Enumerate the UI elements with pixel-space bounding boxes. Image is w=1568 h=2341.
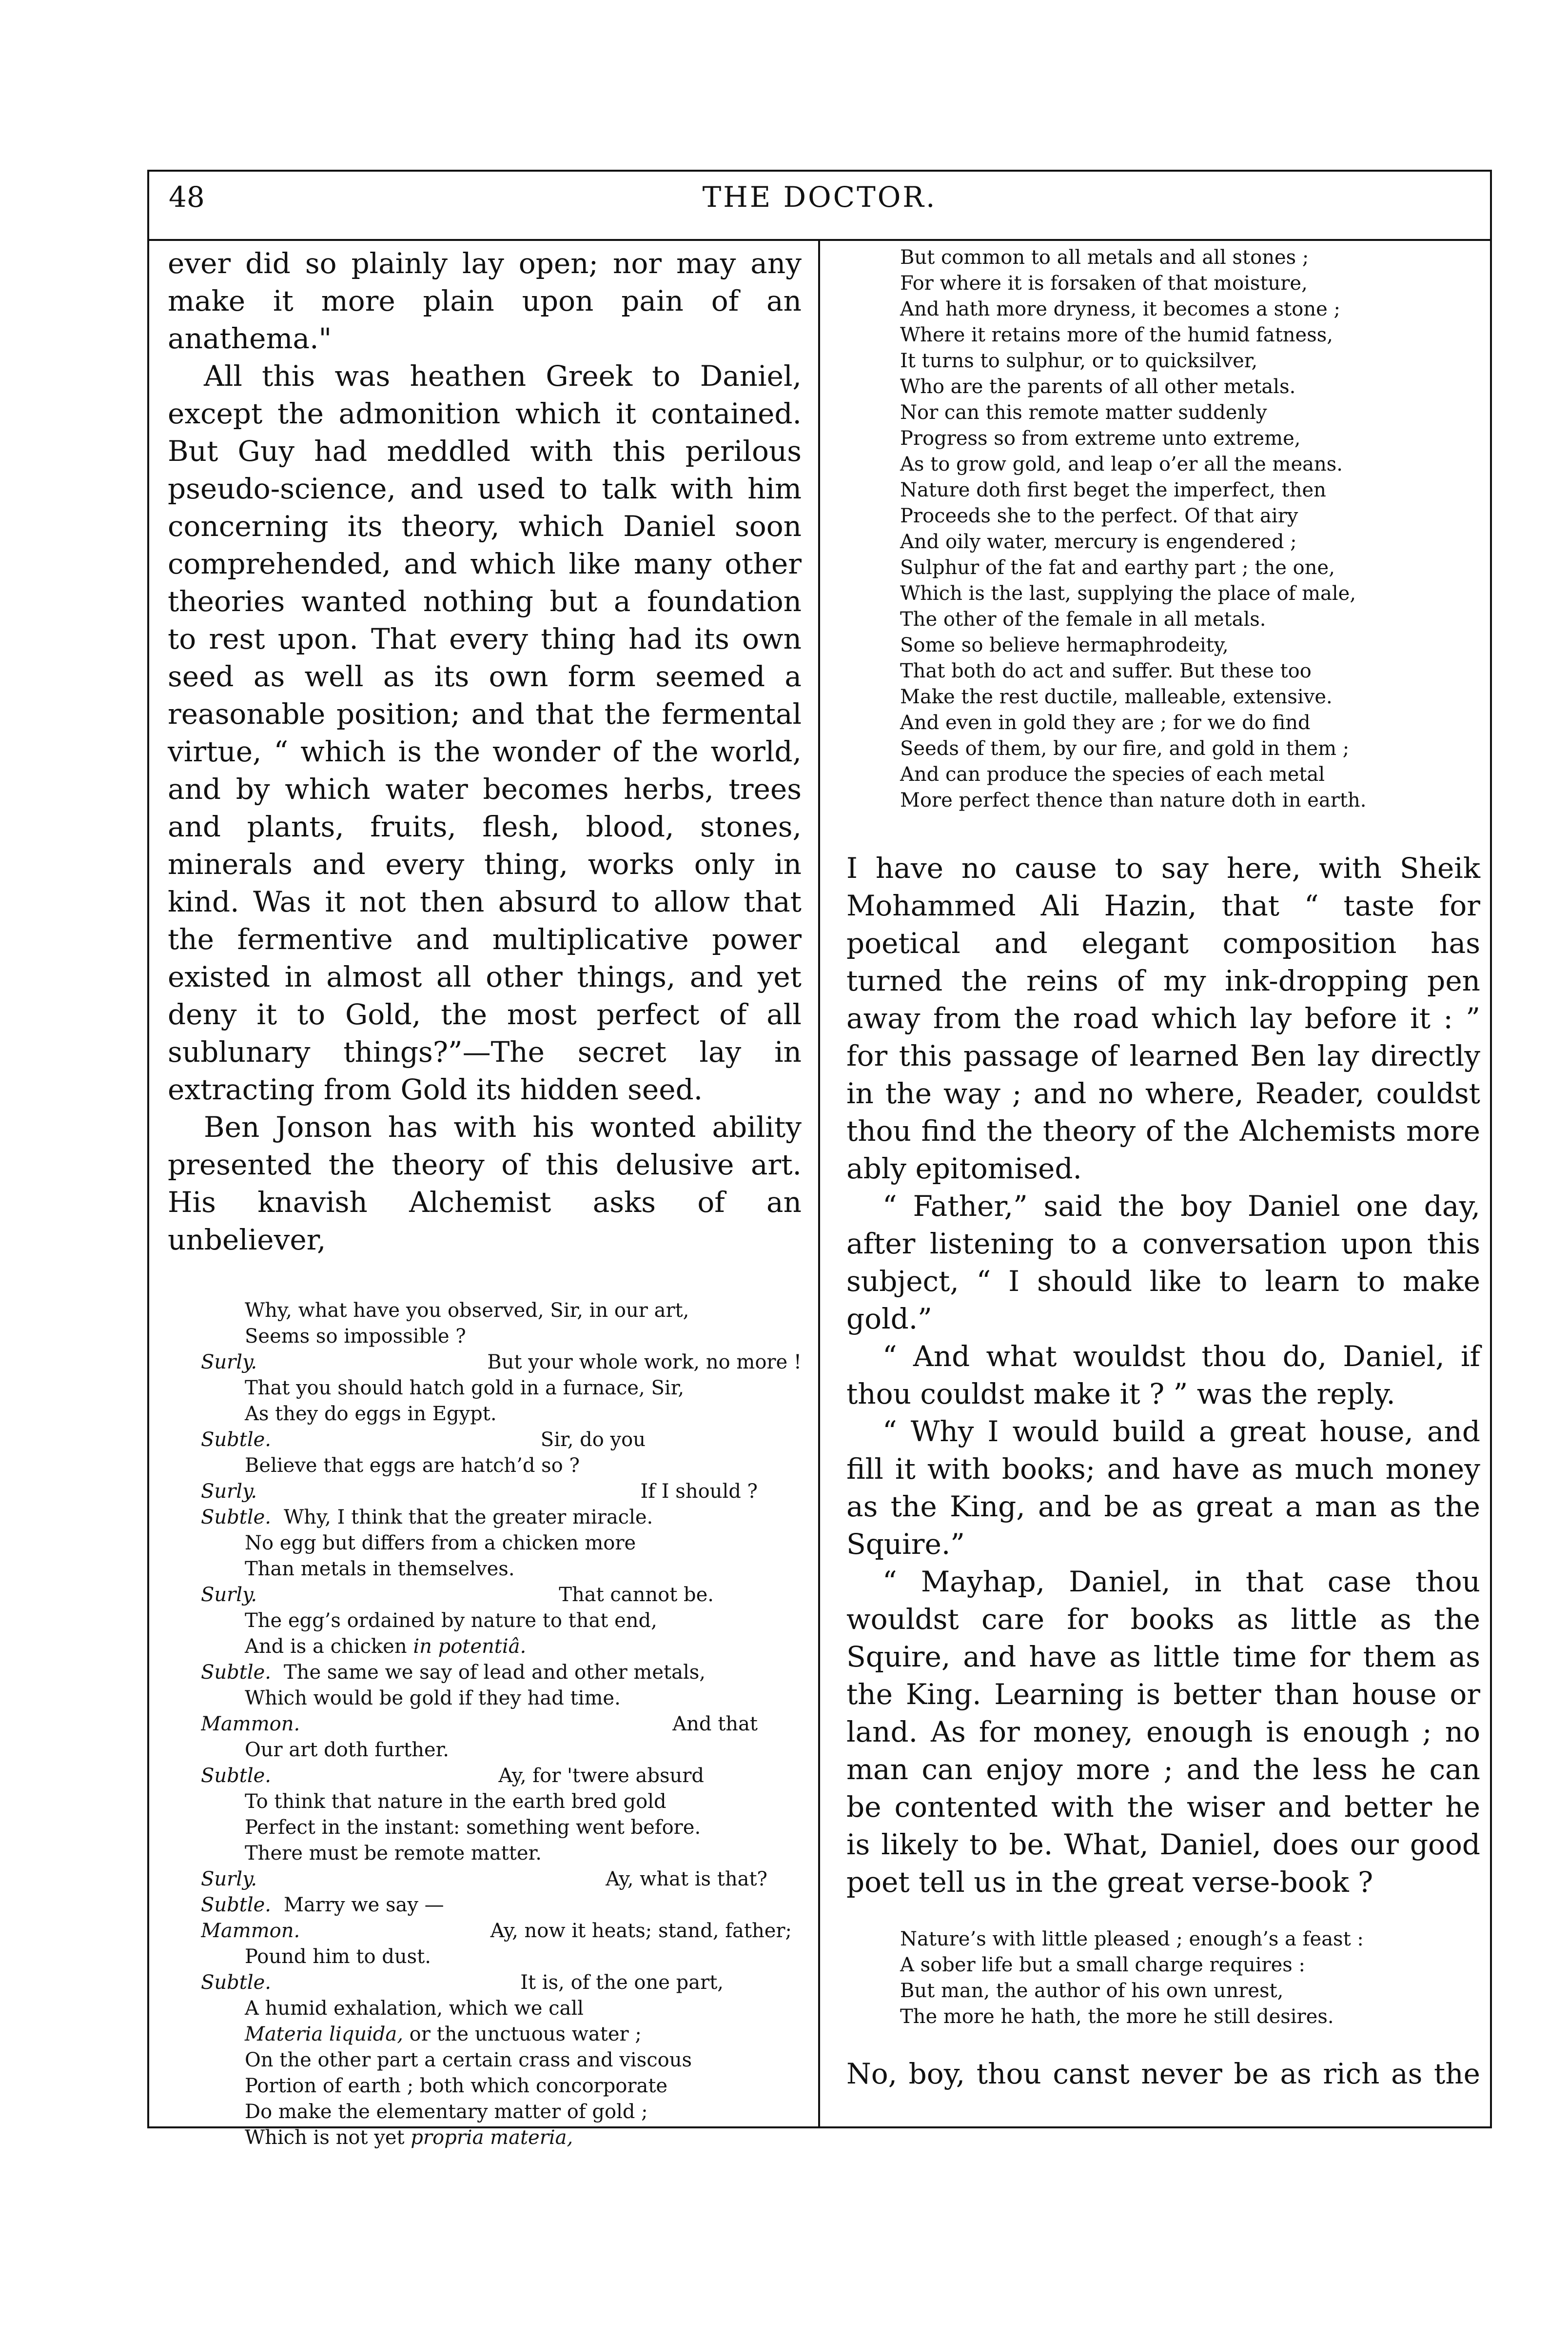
verse-line: The more he hath, the more he still desires. (900, 2005, 1334, 2028)
speaker: Surly. (201, 1868, 257, 1890)
verse-line: On the other part a certain crass and viscous (245, 2049, 692, 2071)
paragraph: I have no cause to say here, with Sheik Mohammed Ali Hazin, that “ taste for poetical and elegant composition has turned the reins of my ink-dropping pen away from the road which lay before it : ” for this passage of learned Ben lay directly in the way ; and no where, Reader, couldst thou find the theory of the Alchemists more ably epitomised. (846, 852, 1480, 1185)
verse-line: Progress so from extreme unto extreme, (900, 427, 1301, 450)
verse-line: A humid exhalation, which we call (245, 1997, 584, 2020)
verse-line: And can produce the species of each metal (900, 763, 1325, 786)
verse-line: Subtle. The same we say of lead and other metals, (201, 1660, 802, 1686)
verse-line: For where it is forsaken of that moisture, (900, 272, 1308, 295)
verse-line: But man, the author of his own unrest, (900, 1980, 1284, 2002)
verse-line: As they do eggs in Egypt. (245, 1403, 497, 1425)
verse-line: Nor can this remote matter suddenly (900, 401, 1267, 424)
verse-line: Surly. If I should ? (201, 1479, 802, 1505)
quoted-verse (846, 1926, 1480, 2030)
verse-line: Subtle. Why, I think that the greater miracle. (201, 1505, 802, 1530)
paragraph: All this was heathen Greek to Daniel, except the admonition which it contained. But Guy had meddled with this perilous pseudo-science, and used to talk with him concerning its theory, which Daniel soon comprehended, and which like many other theories wanted nothing but a foundation to rest upon. That every thing had its own seed as well as its own form seemed a reasonable position; and that the fermental virtue, “ which is the wonder of the world, and by which water becomes herbs, trees and plants, fruits, flesh, blood, stones, minerals and every thing, works only in kind. Was it not then absurd to allow that the fermentive and multiplicative power existed in almost all other things, and yet deny it to Gold, the most perfect of all sublunary things?”—The secret lay in extracting from Gold its hidden seed. (168, 359, 802, 1106)
column-divider (818, 239, 820, 2126)
verse-line: Believe that eggs are hatch’d so ? (245, 1454, 580, 1477)
verse-line: The other of the female in all metals. (900, 608, 1266, 631)
speaker: Subtle. (201, 1894, 272, 1916)
verse-line: Perfect in the instant: something went before. (245, 1816, 701, 1839)
speaker: Mammon. (201, 1713, 300, 1735)
paragraph: “ And what wouldst thou do, Daniel, if thou couldst make it ? ” was the reply. (846, 1340, 1480, 1410)
paragraph: “ Mayhap, Daniel, in that case thou wouldst care for books as little as the Squire, and have as little time for them as the King. Learning is better than house or land. As for money, enough is enough ; no man can enjoy more ; and the less he can be contented with the wiser and better he is likely to be. What, Daniel, does our good poet tell us in the great verse-book ? (846, 1565, 1480, 1899)
verse-line: It turns to sulphur, or to quicksilver, (900, 350, 1258, 372)
verse-line: There must be remote matter. (245, 1842, 542, 1865)
verse-line: But common to all metals and all stones ; (900, 246, 1309, 269)
speaker: Subtle. (201, 1661, 272, 1684)
verse-line: And hath more dryness, it becomes a stone ; (900, 298, 1340, 320)
verse-line: Subtle. Sir, do you (201, 1427, 802, 1453)
speaker: Subtle. (201, 1428, 272, 1451)
verse-line: Subtle. It is, of the one part, (201, 1970, 802, 1996)
paragraph: ever did so plainly lay open; nor may any make it more plain upon pain of an anathema." (168, 247, 802, 355)
left-column (168, 245, 802, 2151)
verse-line: Materia liquida, or the unctuous water ; (245, 2023, 642, 2045)
verse-line: A sober life but a small charge requires : (900, 1954, 1306, 1976)
paragraph: “ Why I would build a great house, and fill it with books; and have as much money as the King, and be as great a man as the Squire.” (846, 1415, 1480, 1561)
verse-line: Make the rest ductile, malleable, extensive. (900, 686, 1333, 708)
verse-line: Surly. That cannot be. (201, 1582, 802, 1608)
verse-line: And is a chicken in potentiâ. (245, 1635, 527, 1658)
speaker: Subtle. (201, 1506, 272, 1528)
verse-line: And oily water, mercury is engendered ; (900, 531, 1297, 553)
paragraph: “ Father,” said the boy Daniel one day, after listening to a conversation upon this subject, “ I should like to learn to make gold.” (846, 1190, 1480, 1335)
verse-line: To think that nature in the earth bred gold (245, 1790, 666, 1813)
verse-line: Seems so impossible ? (245, 1325, 466, 1348)
page-header (149, 172, 1490, 241)
spacer (846, 813, 1480, 850)
verse-line: Surly. Ay, what is that? (201, 1866, 802, 1892)
verse-line: Do make the elementary matter of gold ; (245, 2101, 648, 2123)
speaker: Mammon. (201, 1920, 300, 1942)
verse-line: Subtle. Marry we say — (201, 1892, 802, 1918)
alchemist-verse (168, 1298, 802, 2151)
verse-line: Which is the last, supplying the place of male, (900, 582, 1356, 605)
verse-line: Seeds of them, by our fire, and gold in them ; (900, 737, 1350, 760)
verse-line: Why, what have you observed, Sir, in our art, (245, 1299, 689, 1322)
verse-line: Mammon. And that (201, 1711, 802, 1737)
right-column (846, 245, 1480, 2093)
verse-line: Which is not yet propria materia, (245, 2126, 573, 2149)
verse-line: Our art doth further. (245, 1739, 450, 1761)
speaker: Surly. (201, 1584, 257, 1606)
verse-line: Sulphur of the fat and earthy part ; the one, (900, 556, 1335, 579)
verse-line: Subtle. Ay, for 'twere absurd (201, 1763, 802, 1789)
verse-line: That both do act and suffer. But these too (900, 660, 1312, 682)
verse-line: As to grow gold, and leap o’er all the means. (900, 453, 1343, 476)
verse-line: Which would be gold if they had time. (245, 1687, 621, 1709)
speaker: Surly. (201, 1480, 257, 1503)
verse-line: Nature doth first beget the imperfect, then (900, 479, 1326, 501)
paragraph: Ben Jonson has with his wonted ability presented the theory of this delusive art. His knavish Alchemist asks of an unbeliever, (168, 1111, 802, 1256)
verse-line: Portion of earth ; both which concorporate (245, 2075, 668, 2097)
speaker: Subtle. (201, 1765, 272, 1787)
verse-line: That you should hatch gold in a furnace, Sir, (245, 1377, 685, 1399)
verse-line: Mammon. Ay, now it heats; stand, father; (201, 1918, 802, 1944)
page-number: 48 (169, 180, 205, 214)
running-title: THE DOCTOR. (702, 180, 937, 214)
verse-line: Proceeds she to the perfect. Of that airy (900, 505, 1298, 527)
verse-line: Surly. But your whole work, no more ! (201, 1349, 802, 1375)
verse-line: And even in gold they are ; for we do find (900, 712, 1311, 734)
verse-line: Some so believe hermaphrodeity, (900, 634, 1229, 656)
verse-line: Pound him to dust. (245, 1945, 431, 1968)
verse-line: No egg but differs from a chicken more (245, 1532, 636, 1554)
speaker: Subtle. (201, 1971, 272, 1994)
verse-line: More perfect thence than nature doth in earth. (900, 789, 1367, 812)
speaker: Surly. (201, 1351, 257, 1373)
page-frame (147, 170, 1492, 2149)
verse-line: Where it retains more of the humid fatness, (900, 324, 1333, 346)
closing-line: No, boy, thou canst never be as rich as the (846, 2057, 1480, 2090)
verse-line: Than metals in themselves. (245, 1558, 515, 1580)
verse-line: Nature’s with little pleased ; enough’s a feast : (900, 1928, 1364, 1950)
verse-line: The egg’s ordained by nature to that end, (245, 1609, 657, 1632)
verse-line: Who are the parents of all other metals. (900, 376, 1296, 398)
alchemist-verse-continued (846, 245, 1480, 813)
